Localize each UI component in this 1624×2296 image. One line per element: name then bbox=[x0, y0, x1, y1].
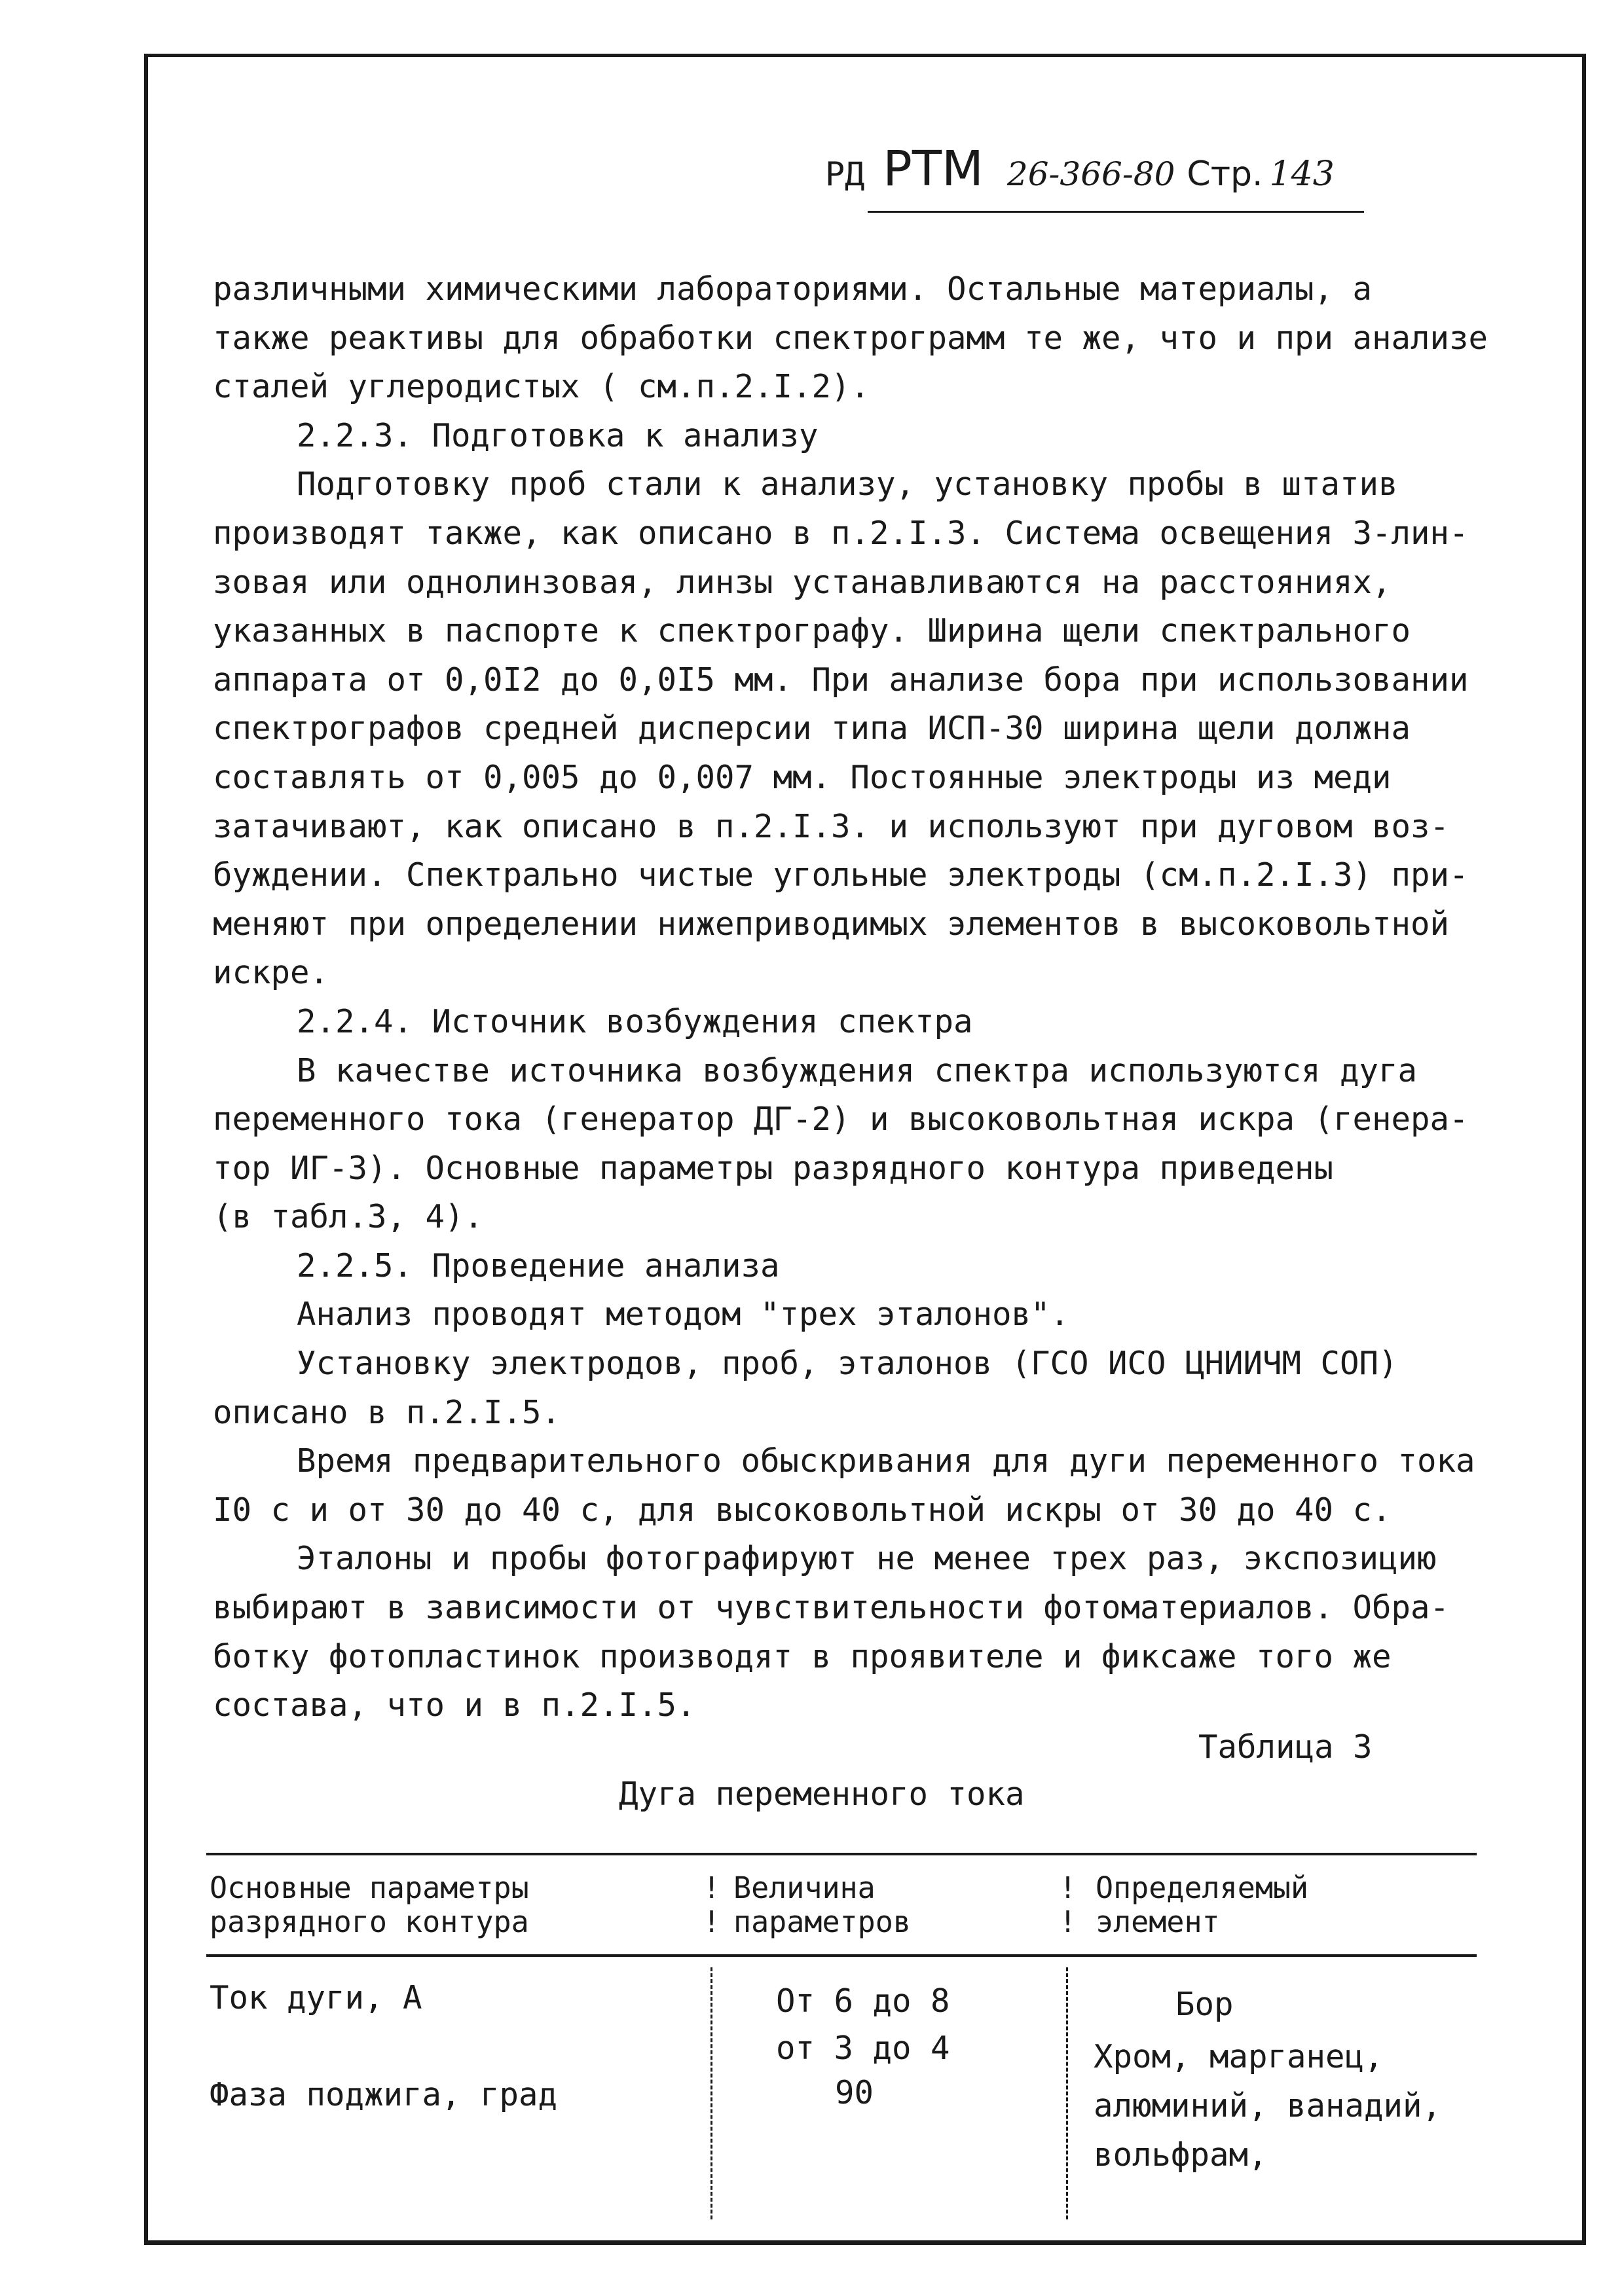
table-header-col3 bbox=[1096, 1871, 1308, 1939]
table-cell-element-2: Хром, марганец, bbox=[1094, 2038, 1384, 2075]
table-header-separator-1b: ! bbox=[703, 1904, 721, 1939]
table-column-divider-1 bbox=[710, 1967, 712, 2219]
body-line: меняют при определении нижеприводимых элементов в высоковольтной bbox=[213, 905, 1450, 943]
body-line: составлять от 0,005 до 0,007 мм. Постоянные электроды из меди bbox=[213, 758, 1392, 796]
table-cell-value-2: от 3 до 4 bbox=[776, 2030, 950, 2067]
table-cell-value-3: 90 bbox=[835, 2074, 874, 2111]
body-line: аппарата от 0,0I2 до 0,0I5 мм. При анализе бора при использовании bbox=[213, 661, 1469, 699]
table-title: Дуга переменного тока bbox=[619, 1776, 1025, 1813]
table-header-col3-line2: элемент bbox=[1096, 1904, 1220, 1939]
table-cell-element-3: алюминий, ванадий, bbox=[1094, 2087, 1442, 2124]
header-rtm: РТМ bbox=[883, 141, 984, 197]
body-line: различными химическими лабораториями. Остальные материалы, а bbox=[213, 270, 1373, 308]
table-cell-value-1: От 6 до 8 bbox=[776, 1982, 950, 2020]
body-line: I0 с и от 30 до 40 с, для высоковольтной искры от 30 до 40 с. bbox=[213, 1491, 1392, 1529]
body-line: В качестве источника возбуждения спектра используются дуга bbox=[297, 1051, 1418, 1089]
body-line: выбирают в зависимости от чувствительности фотоматериалов. Обра- bbox=[213, 1589, 1450, 1627]
table-header-col2-line1: Величина bbox=[733, 1870, 876, 1905]
table-caption: Таблица 3 bbox=[1198, 1728, 1373, 1766]
body-line: указанных в паспорте к спектрографу. Ширина щели спектрального bbox=[213, 612, 1411, 650]
body-line: буждении. Спектрально чистые угольные электроды (см.п.2.I.3) при- bbox=[213, 856, 1469, 894]
body-line: производят также, как описано в п.2.I.3. Система освещения 3-лин- bbox=[213, 514, 1469, 552]
body-line: 2.2.4. Источник возбуждения спектра bbox=[297, 1002, 973, 1040]
body-line: искре. bbox=[213, 954, 329, 992]
table-header-separator-2a: ! bbox=[1059, 1870, 1077, 1905]
body-text bbox=[213, 265, 1562, 1730]
table-header-rule bbox=[206, 1954, 1477, 1957]
header-underline bbox=[868, 211, 1364, 213]
body-line: Установку электродов, проб, эталонов (ГСО ИСО ЦНИИЧМ СОП) bbox=[297, 1345, 1398, 1383]
body-line: сталей углеродистых ( см.п.2.I.2). bbox=[213, 368, 870, 406]
header-doc-number: 26-366-80 bbox=[1006, 155, 1175, 193]
body-line: Подготовку проб стали к анализу, установку пробы в штатив bbox=[297, 465, 1398, 503]
table-top-rule bbox=[206, 1853, 1477, 1855]
body-line: 2.2.3. Подготовка к анализу bbox=[297, 416, 819, 454]
body-line: тор ИГ-3). Основные параметры разрядного контура приведены bbox=[213, 1149, 1334, 1187]
body-line: Эталоны и пробы фотографируют не менее трех раз, экспозицию bbox=[297, 1540, 1437, 1578]
body-line: Время предварительного обыскривания для дуги переменного тока bbox=[297, 1442, 1475, 1480]
table-header-separator-1 bbox=[703, 1871, 720, 1939]
table-header-separator-2b: ! bbox=[1059, 1904, 1077, 1939]
body-line: Анализ проводят методом "трех эталонов". bbox=[297, 1296, 1070, 1334]
table-header-separator-1a: ! bbox=[703, 1870, 721, 1905]
body-line: спектрографов средней дисперсии типа ИСП-30 ширина щели должна bbox=[213, 710, 1411, 748]
table-header-separator-2 bbox=[1059, 1871, 1077, 1939]
body-line: переменного тока (генератор ДГ-2) и высоковольтная искра (генера- bbox=[213, 1101, 1469, 1139]
table-cell-phase: Фаза поджига, град bbox=[210, 2076, 558, 2113]
header-page-number: 143 bbox=[1269, 155, 1335, 194]
header-page-label: Стр. bbox=[1187, 155, 1263, 194]
header-rd: РД bbox=[825, 155, 865, 193]
parameters-table bbox=[206, 1853, 1477, 2219]
table-header-col1-line2: разрядного контура bbox=[210, 1904, 529, 1939]
body-line: затачивают, как описано в п.2.I.3. и используют при дуговом воз- bbox=[213, 807, 1450, 845]
body-line: также реактивы для обработки спектрограмм те же, что и при анализе bbox=[213, 319, 1488, 357]
table-header-col1 bbox=[210, 1871, 529, 1939]
table-header-col3-line1: Определяемый bbox=[1096, 1870, 1309, 1905]
table-column-divider-2 bbox=[1066, 1967, 1068, 2219]
body-line: (в табл.3, 4). bbox=[213, 1198, 484, 1236]
body-line: 2.2.5. Проведение анализа bbox=[297, 1247, 780, 1285]
body-line: состава, что и в п.2.I.5. bbox=[213, 1686, 696, 1724]
table-cell-element-4: вольфрам, bbox=[1094, 2136, 1268, 2174]
body-line: описано в п.2.I.5. bbox=[213, 1393, 561, 1431]
body-line: ботку фотопластинок производят в проявителе и фиксаже того же bbox=[213, 1637, 1392, 1675]
table-header-col1-line1: Основные параметры bbox=[210, 1870, 529, 1905]
table-cell-element-1: Бор bbox=[1175, 1986, 1234, 2023]
table-header-col2-line2: параметров bbox=[733, 1904, 911, 1939]
table-header-col2 bbox=[733, 1871, 911, 1939]
document-header bbox=[825, 141, 1335, 213]
body-line: зовая или однолинзовая, линзы устанавливаются на расстояниях, bbox=[213, 563, 1392, 601]
table-cell-current: Ток дуги, А bbox=[210, 1979, 422, 2016]
